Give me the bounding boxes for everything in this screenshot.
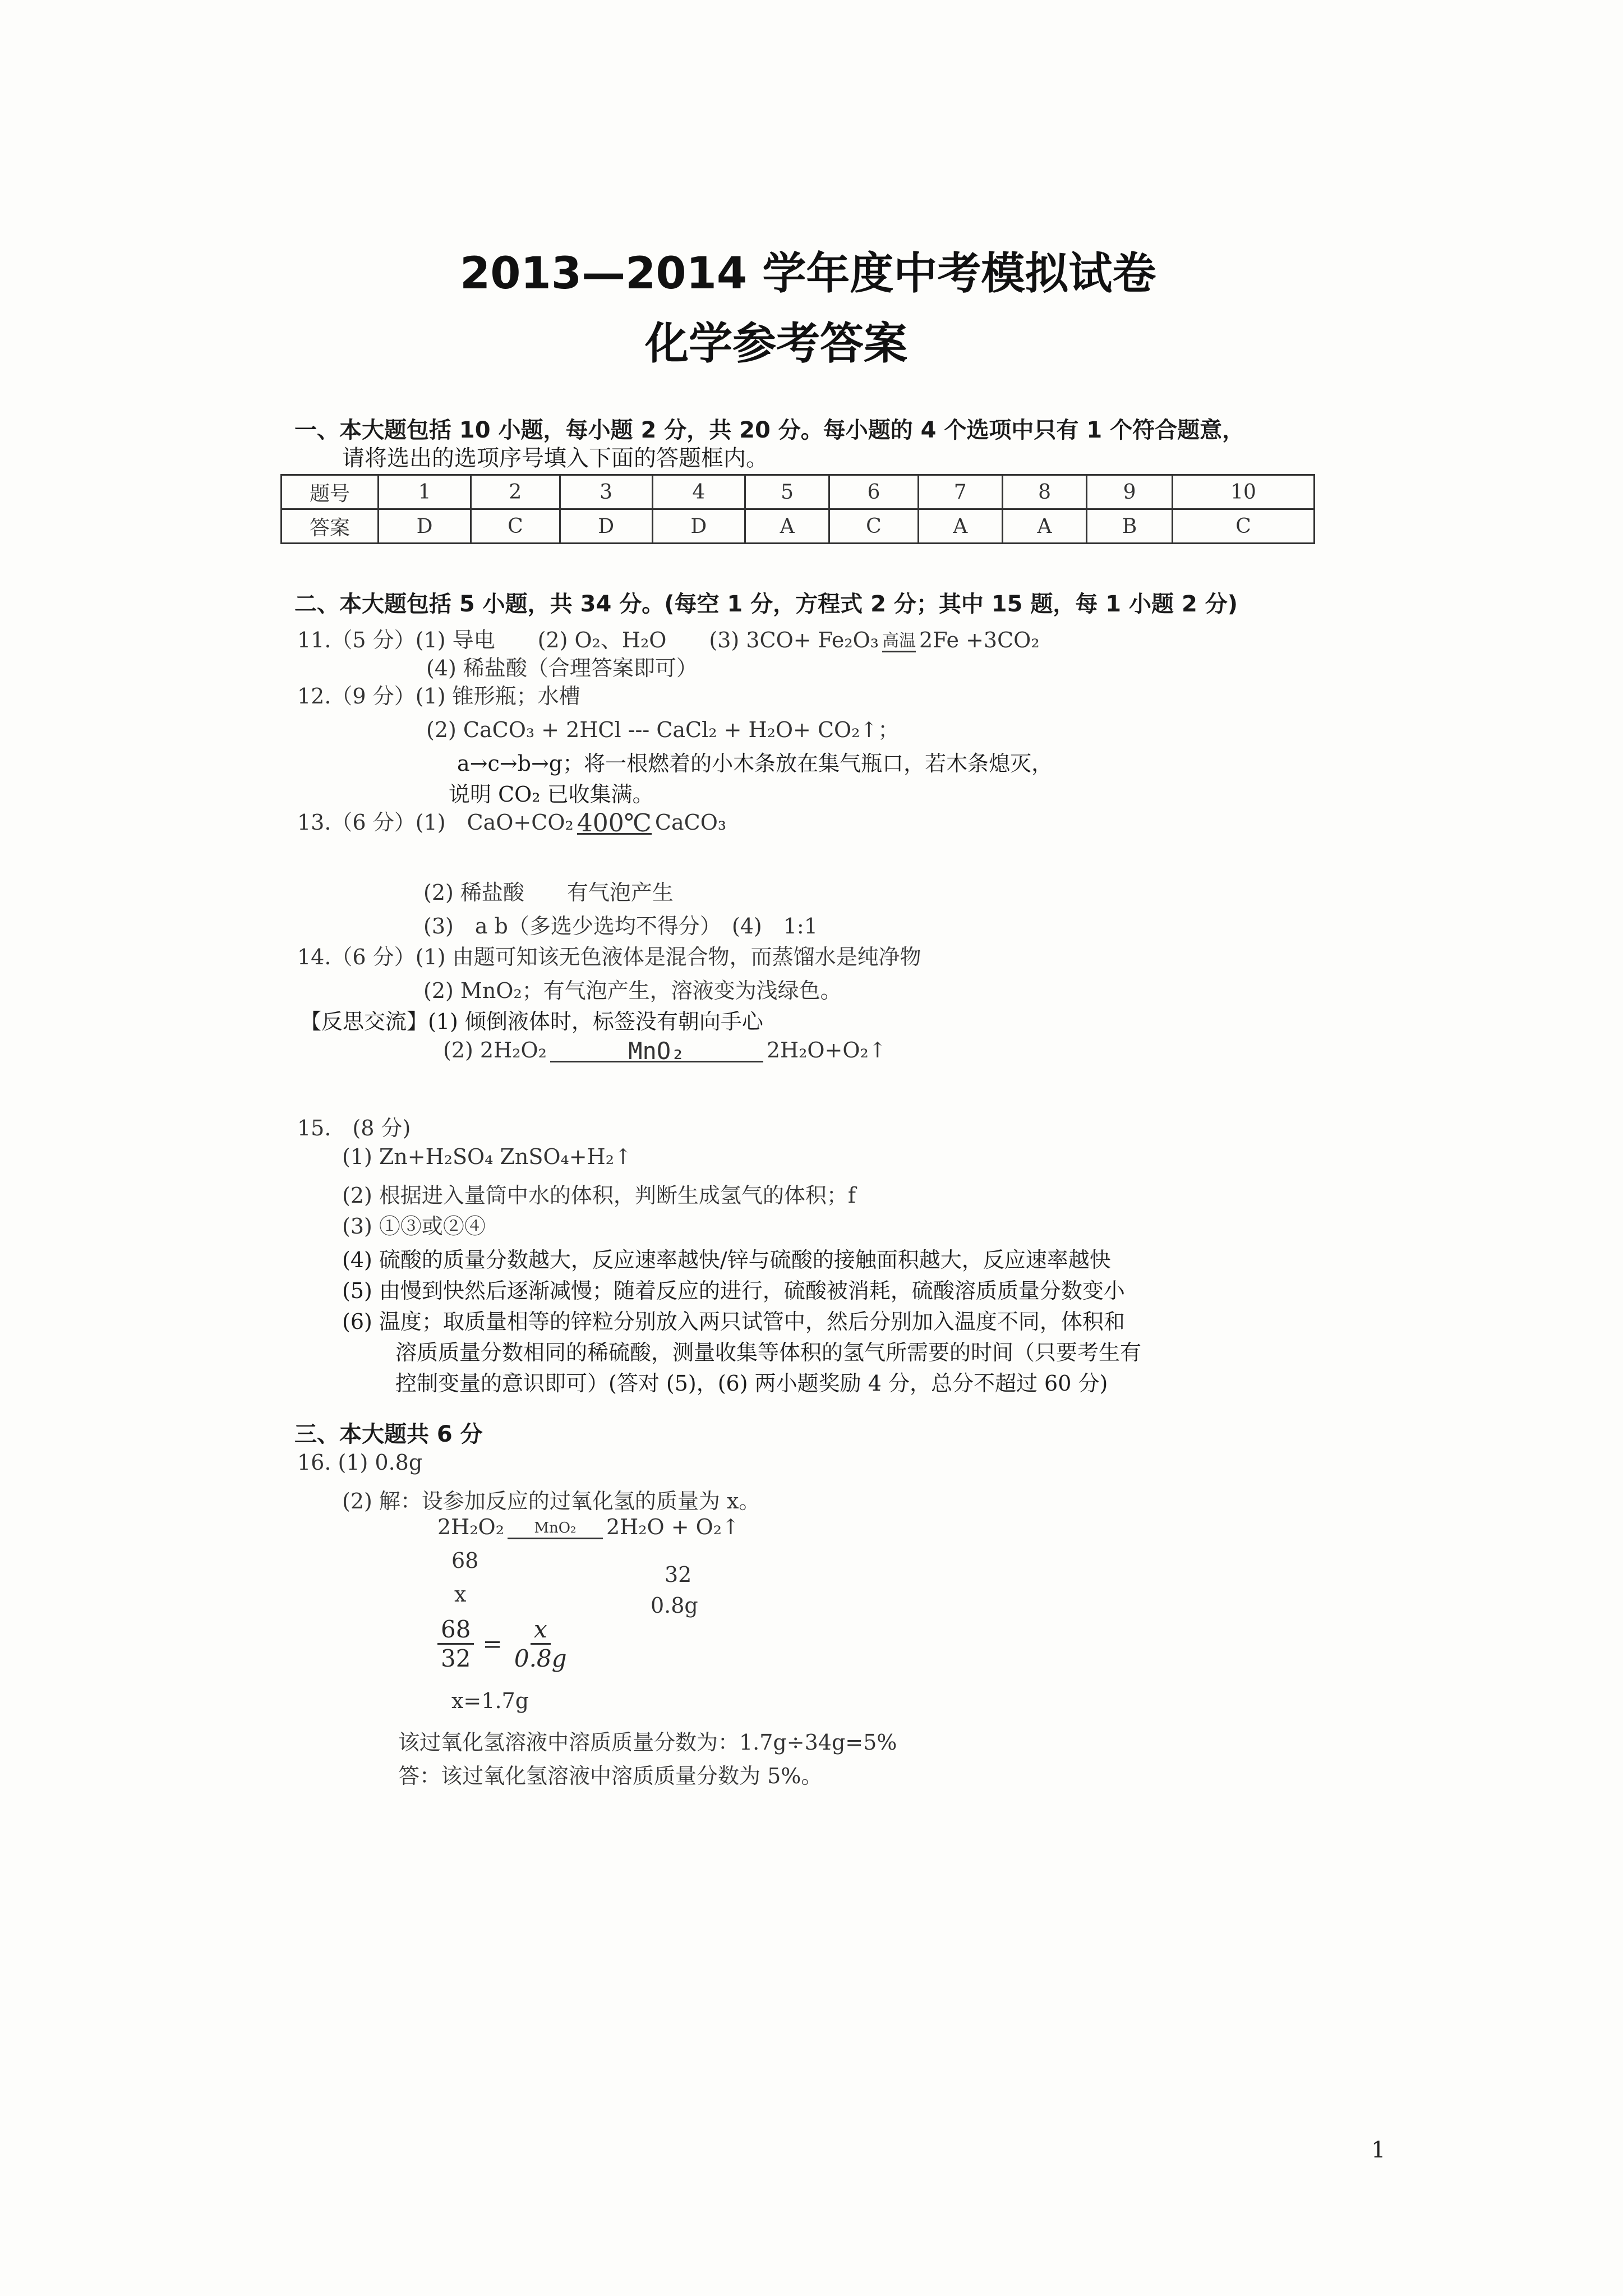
- fraction-left: [437, 1616, 474, 1672]
- condition-label: 400℃: [577, 809, 652, 838]
- reaction-condition: [550, 1037, 763, 1065]
- q16-item-2: (2) 解：设参加反应的过氧化氢的质量为 x。: [342, 1489, 760, 1513]
- q12-line1: 12.（9 分）(1) 锥形瓶；水槽: [297, 684, 580, 708]
- fraction-denominator: 32: [441, 1645, 471, 1672]
- table-cell: 2: [471, 475, 560, 509]
- fraction-denominator: 0.8g: [514, 1645, 567, 1672]
- table-cell: 4: [652, 475, 745, 509]
- q13-line1-text: 13.（6 分）(1) CaO+CO₂: [297, 810, 574, 835]
- table-header-cell: 答案: [282, 509, 379, 544]
- q16-products: 2H₂O + O₂↑: [606, 1515, 740, 1539]
- document-subtitle: 化学参考答案: [645, 319, 908, 369]
- q12-line4: 说明 CO₂ 已收集满。: [449, 782, 654, 807]
- table-cell: 6: [829, 475, 918, 509]
- table-cell: 9: [1087, 475, 1173, 509]
- q14-line2: (2) MnO₂；有气泡产生，溶液变为浅绿色。: [423, 978, 842, 1003]
- table-cell: C: [829, 509, 918, 544]
- q11-line2: (4) 稀盐酸（合理答案即可）: [426, 656, 698, 680]
- condition-label: MnO₂: [628, 1037, 685, 1065]
- table-cell: C: [471, 509, 560, 544]
- q12-line2: (2) CaCO₃ + 2HCl --- CaCl₂ + H₂O+ CO₂↑；: [426, 717, 900, 742]
- table-cell: 10: [1172, 475, 1314, 509]
- equals-sign: =: [482, 1630, 502, 1658]
- section1-heading-line2: 请将选出的选项序号填入下面的答题框内。: [342, 445, 768, 471]
- table-cell: 5: [745, 475, 829, 509]
- q14-reflection: 【反思交流】(1) 倾倒液体时，标签没有朝向手心: [300, 1009, 763, 1034]
- q14-line4-text: (2) 2H₂O₂: [443, 1038, 547, 1062]
- table-row-numbers: [282, 475, 1315, 509]
- reaction-condition: [508, 1519, 603, 1539]
- table-cell: B: [1087, 509, 1173, 544]
- page-number: 1: [1371, 2137, 1386, 2163]
- table-cell: 3: [560, 475, 652, 509]
- document-title: 2013—2014 学年度中考模拟试卷: [460, 249, 1156, 299]
- q16-equation: [437, 1515, 740, 1539]
- q16-oxygen-value: 0.8g: [651, 1593, 698, 1618]
- section1-heading-line1: 一、本大题包括 10 小题，每小题 2 分，共 20 分。每小题的 4 个选项中只有 1 个符合题意，: [294, 417, 1245, 443]
- q13-line1-products: CaCO₃: [654, 810, 727, 835]
- q16-proportion: [437, 1616, 570, 1672]
- reaction-bar: [577, 833, 652, 835]
- table-cell: A: [1002, 509, 1086, 544]
- q12-line3: a→c→b→g；将一根燃着的小木条放在集气瓶口，若木条熄灭，: [457, 751, 1053, 776]
- q16-answer: 答：该过氧化氢溶液中溶质质量分数为 5%。: [398, 1764, 823, 1788]
- table-cell: C: [1172, 509, 1314, 544]
- q16-mass-reactant: 68: [451, 1548, 479, 1573]
- fraction-numerator: x: [531, 1616, 551, 1645]
- q16-reactant: 2H₂O₂: [437, 1515, 504, 1539]
- condition-label: MnO₂: [534, 1520, 577, 1536]
- q16-item-1: 16. (1) 0.8g: [297, 1450, 423, 1475]
- q16-mass-oxygen: 32: [665, 1562, 692, 1587]
- table-cell: 7: [918, 475, 1002, 509]
- q15-item-2: (2) 根据进入量筒中水的体积，判断生成氢气的体积；f: [342, 1183, 856, 1208]
- q13-line3: (3) a b（多选少选均不得分） (4) 1:1: [423, 914, 818, 938]
- q15-item-1: (1) Zn+H₂SO₄ ZnSO₄+H₂↑: [342, 1144, 632, 1169]
- table-cell: D: [379, 509, 471, 544]
- table-cell: D: [652, 509, 745, 544]
- answer-table: [280, 474, 1315, 544]
- q15-item-5: (5) 由慢到快然后逐渐减慢；随着反应的进行，硫酸被消耗，硫酸溶质质量分数变小: [342, 1278, 1125, 1303]
- reaction-bar: [550, 1061, 763, 1062]
- q16-unknown-x: x: [454, 1582, 467, 1607]
- reaction-bar: [882, 651, 916, 652]
- table-cell: 1: [379, 475, 471, 509]
- reaction-bar: [508, 1538, 603, 1539]
- q15-item-6: (6) 温度；取质量相等的锌粒分别放入两只试管中，然后分别加入温度不同，体积和: [342, 1309, 1125, 1334]
- q14-line1: 14.（6 分）(1) 由题可知该无色液体是混合物，而蒸馏水是纯净物: [297, 945, 921, 969]
- q11-line1: [297, 623, 1040, 654]
- table-cell: A: [745, 509, 829, 544]
- q11-line1-products: 2Fe +3CO₂: [919, 628, 1040, 652]
- q15-item-3: (3) ①③或②④: [342, 1214, 486, 1239]
- q16-result: x=1.7g: [451, 1688, 529, 1713]
- q14-line4: [443, 1037, 887, 1065]
- table-header-cell: 题号: [282, 475, 379, 509]
- q15-item-4: (4) 硫酸的质量分数越大，反应速率越快/锌与硫酸的接触面积越大，反应速率越快: [342, 1248, 1111, 1272]
- q13-line2: (2) 稀盐酸 有气泡产生: [423, 880, 674, 905]
- section3-heading: 三、本大题共 6 分: [294, 1421, 483, 1447]
- table-row-answers: [282, 509, 1315, 544]
- table-cell: 8: [1002, 475, 1086, 509]
- table-cell: A: [918, 509, 1002, 544]
- q15-item-6-cont2: 控制变量的意识即可）(答对 (5)，(6) 两小题奖励 4 分，总分不超过 60 分): [395, 1371, 1108, 1396]
- section2-heading: 二、本大题包括 5 小题，共 34 分。(每空 1 分，方程式 2 分；其中 15 题，每 1 小题 2 分): [294, 591, 1238, 617]
- fraction-right: [511, 1616, 570, 1672]
- q11-line1-text: 11.（5 分）(1) 导电 (2) O₂、H₂O (3) 3CO+ Fe₂O₃: [297, 628, 879, 652]
- table-cell: D: [560, 509, 652, 544]
- q16-calculation: 该过氧化氢溶液中溶质质量分数为：1.7g÷34g=5%: [398, 1730, 897, 1755]
- reaction-condition: [882, 632, 916, 652]
- condition-label: 高温: [882, 631, 916, 651]
- reaction-condition: [577, 809, 652, 838]
- q14-line4-products: 2H₂O+O₂↑: [766, 1038, 887, 1062]
- q15-item-6-cont1: 溶质质量分数相同的稀硫酸，测量收集等体积的氢气所需要的时间（只要考生有: [395, 1340, 1142, 1365]
- q13-line1: [297, 805, 726, 836]
- fraction-numerator: 68: [437, 1616, 474, 1645]
- q15-heading: 15. (8 分): [297, 1116, 411, 1140]
